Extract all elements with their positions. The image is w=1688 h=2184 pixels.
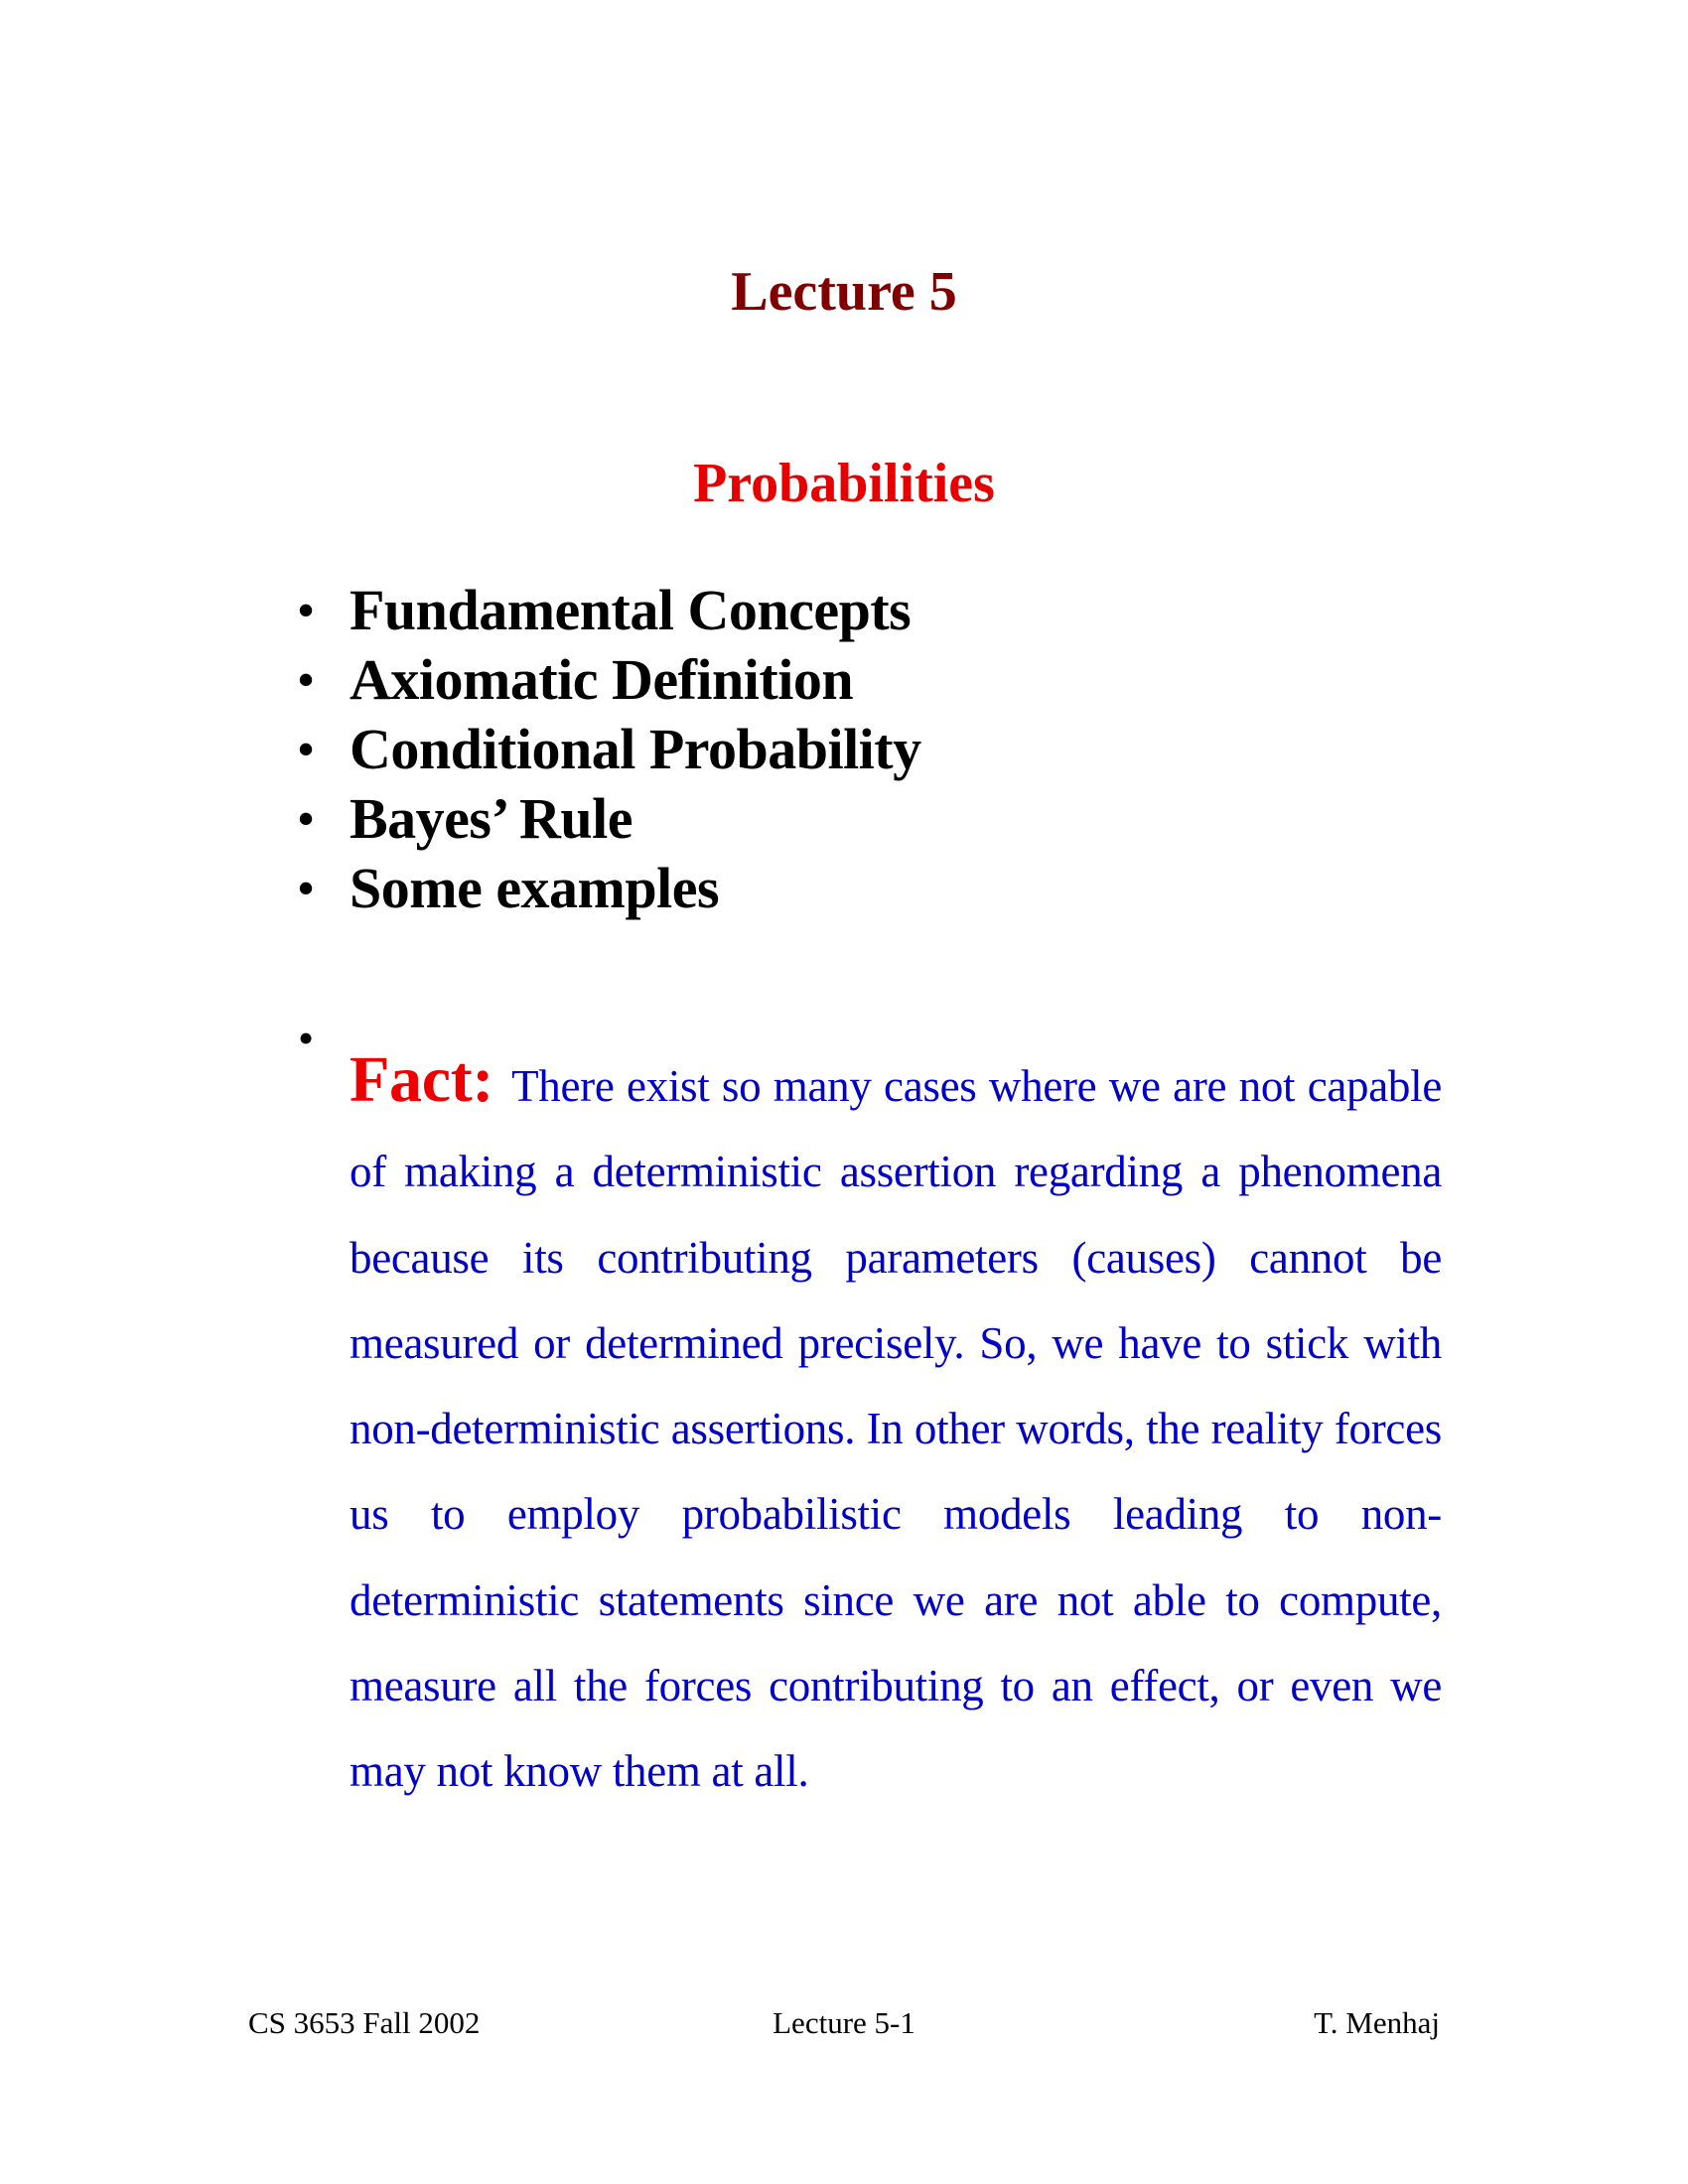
bullet-icon: • bbox=[298, 863, 314, 913]
topic-list bbox=[298, 576, 921, 923]
bullet-icon: • bbox=[298, 724, 314, 774]
topic-item bbox=[298, 645, 921, 715]
fact-paragraph bbox=[350, 1037, 1442, 1815]
fact-block bbox=[298, 993, 1442, 1859]
bullet-icon: • bbox=[298, 1013, 315, 1063]
topic-item bbox=[298, 784, 921, 854]
bullet-icon: • bbox=[298, 793, 314, 844]
slide-subtitle: Probabilities bbox=[693, 453, 995, 514]
topic-item bbox=[298, 854, 921, 923]
topic-item bbox=[298, 576, 921, 645]
bullet-icon: • bbox=[298, 585, 314, 635]
footer-course: CS 3653 Fall 2002 bbox=[248, 2005, 481, 2040]
topic-item bbox=[298, 715, 921, 784]
bullet-icon: • bbox=[298, 654, 314, 705]
fact-label: Fact: bbox=[350, 1043, 494, 1116]
topic-label: Bayes’ Rule bbox=[350, 786, 633, 851]
footer-author: T. Menhaj bbox=[1314, 2005, 1440, 2040]
fact-text: There exist so many cases where we are not capable of making a deterministic assertion regarding a phenomena because its contributing parameters (causes) cannot be measured or determined precisely. So, we have to stick with non-deterministic assertions. In other words, the reality forces us to employ probabilistic models leading to non-deterministic statements since we are not able to compute, measure all the forces contributing to an effect, or even we may not know them at all. bbox=[350, 1061, 1442, 1797]
lecture-title: Lecture 5 bbox=[731, 261, 957, 323]
footer-page-number: Lecture 5-1 bbox=[773, 2005, 915, 2040]
topic-label: Some examples bbox=[350, 856, 720, 920]
topic-label: Fundamental Concepts bbox=[350, 578, 912, 642]
topic-label: Conditional Probability bbox=[350, 717, 921, 781]
topic-label: Axiomatic Definition bbox=[350, 647, 854, 712]
